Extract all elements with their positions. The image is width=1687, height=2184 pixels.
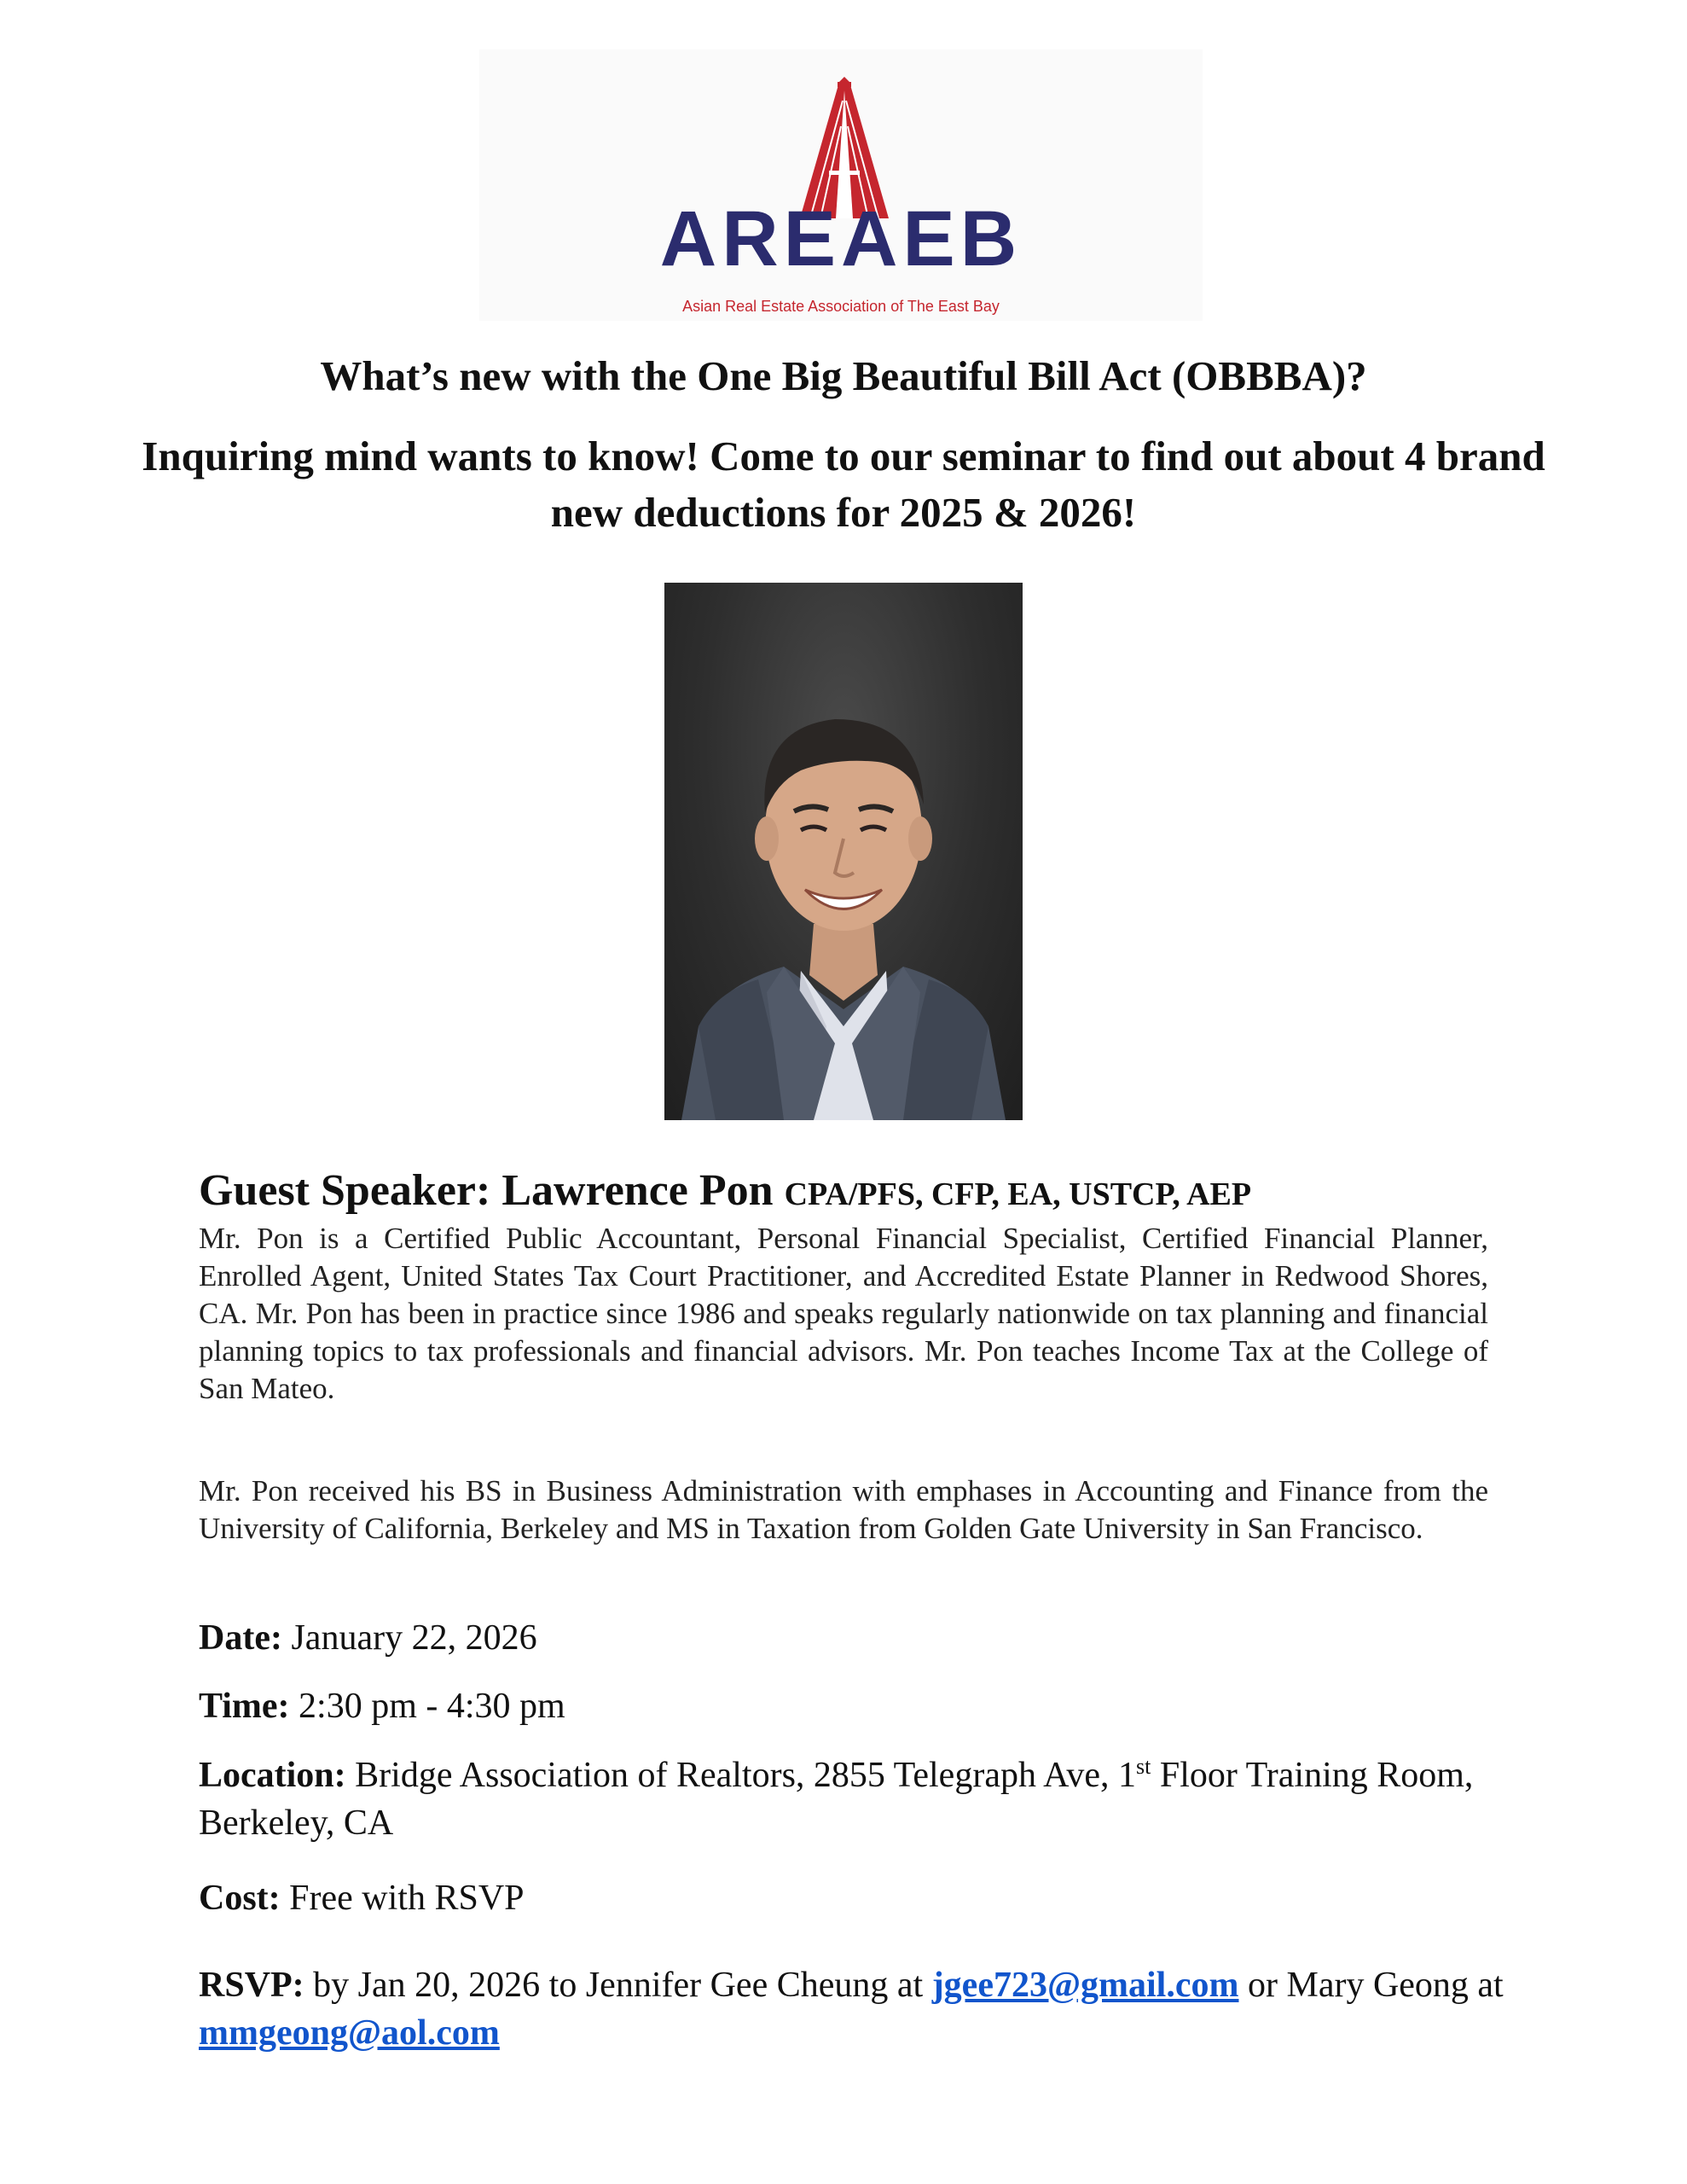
logo-tagline: Asian Real Estate Association of The East Bay bbox=[682, 298, 1000, 315]
location-ordinal-suffix: st bbox=[1136, 1754, 1151, 1779]
rsvp-text-1: by Jan 20, 2026 to Jennifer Gee Cheung at bbox=[313, 1966, 924, 2005]
time-value: 2:30 pm - 4:30 pm bbox=[299, 1687, 565, 1726]
areaeb-logo bbox=[479, 49, 1203, 321]
location-label: Location: bbox=[199, 1756, 346, 1795]
guest-speaker-heading bbox=[199, 1164, 1495, 1222]
date-label: Date: bbox=[199, 1618, 282, 1658]
event-rsvp bbox=[199, 1961, 1512, 2057]
location-address: Bridge Association of Realtors, 2855 Telegraph Ave, 1 bbox=[355, 1756, 1136, 1795]
headline-subtitle: Inquiring mind wants to know! Come to our seminar to find out about 4 brand new deductions for 2025 & 2026! bbox=[142, 433, 1545, 536]
event-date bbox=[199, 1614, 1512, 1662]
rsvp-email-link-mary[interactable]: mmgeong@aol.com bbox=[199, 2013, 500, 2053]
logo-wordmark: AREAEB bbox=[659, 195, 1023, 282]
cost-value: Free with RSVP bbox=[289, 1879, 525, 1918]
cost-label: Cost: bbox=[199, 1879, 281, 1918]
event-time bbox=[199, 1682, 1512, 1730]
rsvp-label: RSVP: bbox=[199, 1966, 304, 2005]
date-value: January 22, 2026 bbox=[291, 1618, 537, 1658]
speaker-credentials: CPA/PFS, CFP, EA, USTCP, AEP bbox=[784, 1176, 1252, 1212]
headline-question: What’s new with the One Big Beautiful Bill Act (OBBBA)? bbox=[320, 352, 1367, 399]
time-label: Time: bbox=[199, 1687, 290, 1726]
speaker-portrait-illustration bbox=[664, 583, 1023, 1120]
speaker-bio-paragraph-2: Mr. Pon received his BS in Business Administration with emphases in Accounting and Finance from the University of California, Berkeley and MS in Taxation from Golden Gate University in San Francisco. bbox=[199, 1474, 1488, 1545]
speaker-name: Lawrence Pon bbox=[501, 1166, 774, 1215]
event-location bbox=[199, 1751, 1512, 1847]
speaker-photo bbox=[664, 583, 1023, 1120]
event-cost bbox=[199, 1874, 1512, 1922]
speaker-bio-paragraph-1: Mr. Pon is a Certified Public Accountant, Personal Financial Specialist, Certified Financial Planner, Enrolled Agent, United States Tax Court Practitioner, and Accredited Estate Planner in Redwood Shores, CA. Mr. Pon has been in practice since 1986 and speaks regularly nationwide on tax planning and financial planning topics to tax professionals and financial advisors. Mr. Pon teaches Income Tax at the College of San Mateo. bbox=[199, 1222, 1488, 1405]
rsvp-text-2: or Mary Geong at bbox=[1247, 1966, 1504, 2005]
rsvp-email-link-jennifer[interactable]: jgee723@gmail.com bbox=[931, 1966, 1239, 2005]
location-room: Floor Training Room, Berkeley, CA bbox=[199, 1756, 1474, 1843]
guest-speaker-label: Guest Speaker: bbox=[199, 1166, 491, 1215]
